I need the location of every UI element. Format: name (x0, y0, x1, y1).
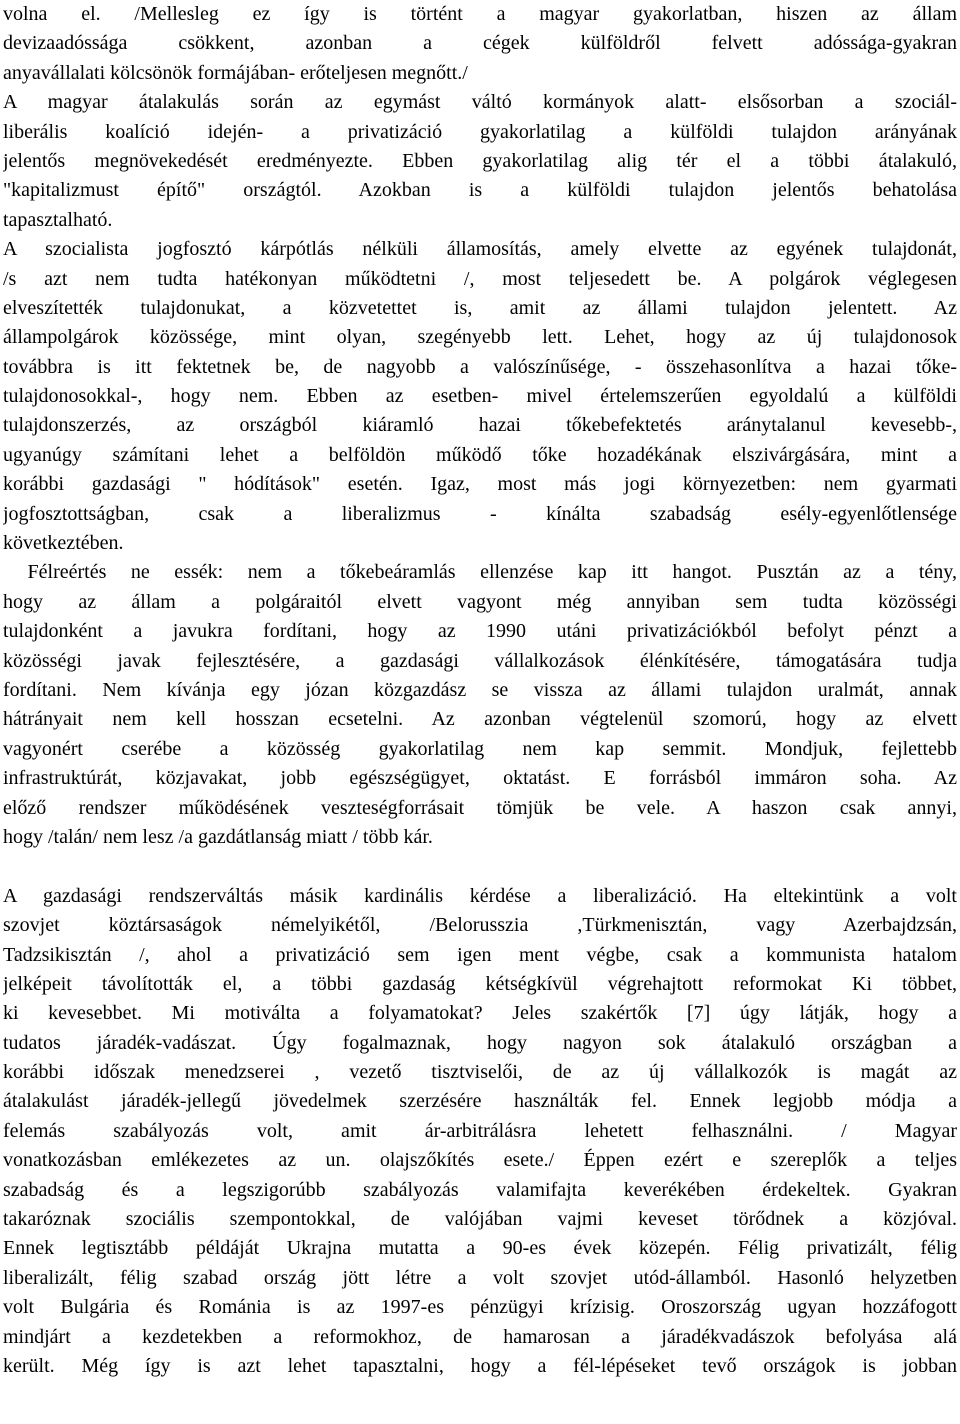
text-line: előző rendszer működésének veszteségforrásait tömjük be vele. A haszon csak annyi, (3, 796, 957, 819)
text-line: takaróznak szociális szempontokkal, de valójában vajmi keveset törődnek a közjóval. (3, 1208, 957, 1231)
text-line: tulajdonosokkal-, hogy nem. Ebben az esetben- mivel értelemszerűen egyoldalú a külföldi (3, 385, 957, 408)
text-line: közösségi javak fejlesztésére, a gazdasági vállalkozások élénkítésére, támogatására tudja (3, 649, 957, 672)
text-line: tapasztalható. (3, 208, 113, 231)
text-line: Tadzsikisztán /, ahol a privatizáció sem igen ment végbe, csak a kommunista hatalom (3, 943, 957, 966)
text-line: hogy /talán/ nem lesz /a gazdátlanság miatt / több kár. (3, 825, 433, 848)
text-line: szovjet köztársaságok némelyikétől, /Belorusszia ,Türkmenisztán, vagy Azerbajdzsán, (3, 914, 957, 937)
text-line: ugyanúgy számítani lehet a belföldön működő tőke hozadékának elszivárgására, mint a (3, 443, 957, 466)
text-line: tulajdonszerzés, az országból kiáramló hazai tőkebefektetés aránytalanul kevesebb-, (3, 414, 957, 437)
text-line: A gazdasági rendszerváltás másik kardinális kérdése a liberalizáció. Ha eltekintünk a volt (3, 884, 957, 907)
text-line: A szocialista jogfosztó kárpótlás nélküli államosítás, amely elvette az egyének tulajdonát, (3, 238, 957, 261)
text-line: jelentős megnövekedését eredményezte. Ebben gyakorlatilag alig tér el a többi átalakuló, (3, 149, 957, 172)
text-line: továbbra is itt fektetnek be, de nagyobb a valószínűsége, - összehasonlítva a hazai tőke- (3, 355, 957, 378)
text-line: devizaadóssága csökkent, azonban a cégek külföldről felvett adóssága-gyakran (3, 32, 957, 55)
text-line: jelképeit távolították el, a többi gazdaság kétségkívül végrehajtott reformokat Ki többet, (3, 972, 957, 995)
text-line: átalakulást járadék-jellegű jövedelmek szerzésére használták fel. Ennek legjobb módja a (3, 1090, 957, 1113)
text-line: felemás szabályozás volt, amit ár-arbitrálásra lehetett felhasználni. / Magyar (3, 1119, 957, 1142)
paragraph-gap (3, 852, 957, 881)
paragraph-intro (3, 0, 957, 88)
paragraph-privatization (3, 88, 957, 235)
text-line: tulajdonként a javukra fordítani, hogy az 1990 utáni privatizációkból befolyt pénzt a (3, 620, 957, 643)
text-line: liberalizált, félig szabad ország jött létre a volt szovjet utód-államból. Hasonló helyzetben (3, 1266, 957, 1289)
text-line: került. Még így is azt lehet tapasztalni, hogy a fél-lépéseket tevő országok is jobban (3, 1354, 957, 1377)
text-line: korábbi időszak menedzserei , vezető tisztviselői, de az új vállalkozók is magát az (3, 1061, 957, 1084)
text-line: elveszítették tulajdonukat, a közvetettet is, amit az állami tulajdon jelentett. Az (3, 296, 957, 319)
text-line: A magyar átalakulás során az egymást váltó kormányok alatt- elsősorban a szociál- (3, 91, 957, 114)
text-line: infrastruktúrát, közjavakat, jobb egészségügyet, oktatást. E forrásból immáron soha. Az (3, 767, 957, 790)
text-line: hátrányait nem kell hosszan ecsetelni. Az azonban végtelenül szomorú, hogy az elvett (3, 708, 957, 731)
text-line: "kapitalizmust építő" országtól. Azokban is a külföldi tulajdon jelentős behatolása (3, 179, 957, 202)
text-line: volt Bulgária és Románia is az 1997-es pénzügyi krízisig. Oroszország ugyan hozzáfogott (3, 1296, 957, 1319)
text-line: vagyonért cserébe a közösség gyakorlatilag nem kap semmit. Mondjuk, fejlettebb (3, 737, 957, 760)
text-line: Ennek legtisztább példáját Ukrajna mutatta a 90-es évek közepén. Félig privatizált, félig (3, 1237, 957, 1260)
text-line: állampolgárok közössége, mint olyan, szegényebb lett. Lehet, hogy az új tulajdonosok (3, 326, 957, 349)
text-line: mindjárt a kezdetekben a reformokhoz, de hamarosan a járadékvadászok befolyása alá (3, 1325, 957, 1348)
text-line: anyavállalati kölcsönök formájában- erőteljesen megnőtt./ (3, 61, 468, 84)
text-line: /s azt nem tudta hatékonyan működtetni /, most teljesedett be. A polgárok véglegesen (3, 267, 957, 290)
text-line: Félreértés ne essék: nem a tőkebeáramlás ellenzése kap itt hangot. Pusztán az a tény, (3, 561, 957, 584)
text-line: liberális koalíció idején- a privatizáció gyakorlatilag a külföldi tulajdon arányának (3, 120, 957, 143)
text-line: volna el. /Mellesleg ez így is történt a magyar gyakorlatban, hiszen az állam (3, 3, 957, 25)
text-line: korábbi gazdasági " hódítások" esetén. Igaz, most más jogi környezetben: nem gyarmati (3, 473, 957, 496)
text-line: hogy az állam a polgáraitól elvett vagyont még annyiban sem tudta közösségi (3, 590, 957, 613)
paragraph-liberalization (3, 882, 957, 1382)
document-page (3, 0, 957, 1381)
text-line: ki kevesebbet. Mi motiválta a folyamatokat? Jeles szakértők [7] úgy látják, hogy a (3, 1002, 957, 1025)
paragraph-nationalization (3, 235, 957, 558)
text-line: szabadság és a legszigorúbb szabályozás valamifajta keverékében érdekeltek. Gyakran (3, 1178, 957, 1201)
text-line: fordítani. Nem kívánja egy józan közgazdász se vissza az állami tulajdon uralmát, annak (3, 678, 957, 701)
text-line: tudatos járadék-vadászat. Úgy fogalmaznak, hogy nagyon sok átalakuló országban a (3, 1031, 957, 1054)
paragraph-misunderstanding (3, 558, 957, 852)
text-line: következtében. (3, 532, 124, 555)
text-line: vonatkozásban emlékezetes az un. olajszőkítés esete./ Éppen ezért e szereplők a teljes (3, 1149, 957, 1172)
text-line: jogfosztottságban, csak a liberalizmus - kínálta szabadság esély-egyenlőtlensége (3, 502, 957, 525)
